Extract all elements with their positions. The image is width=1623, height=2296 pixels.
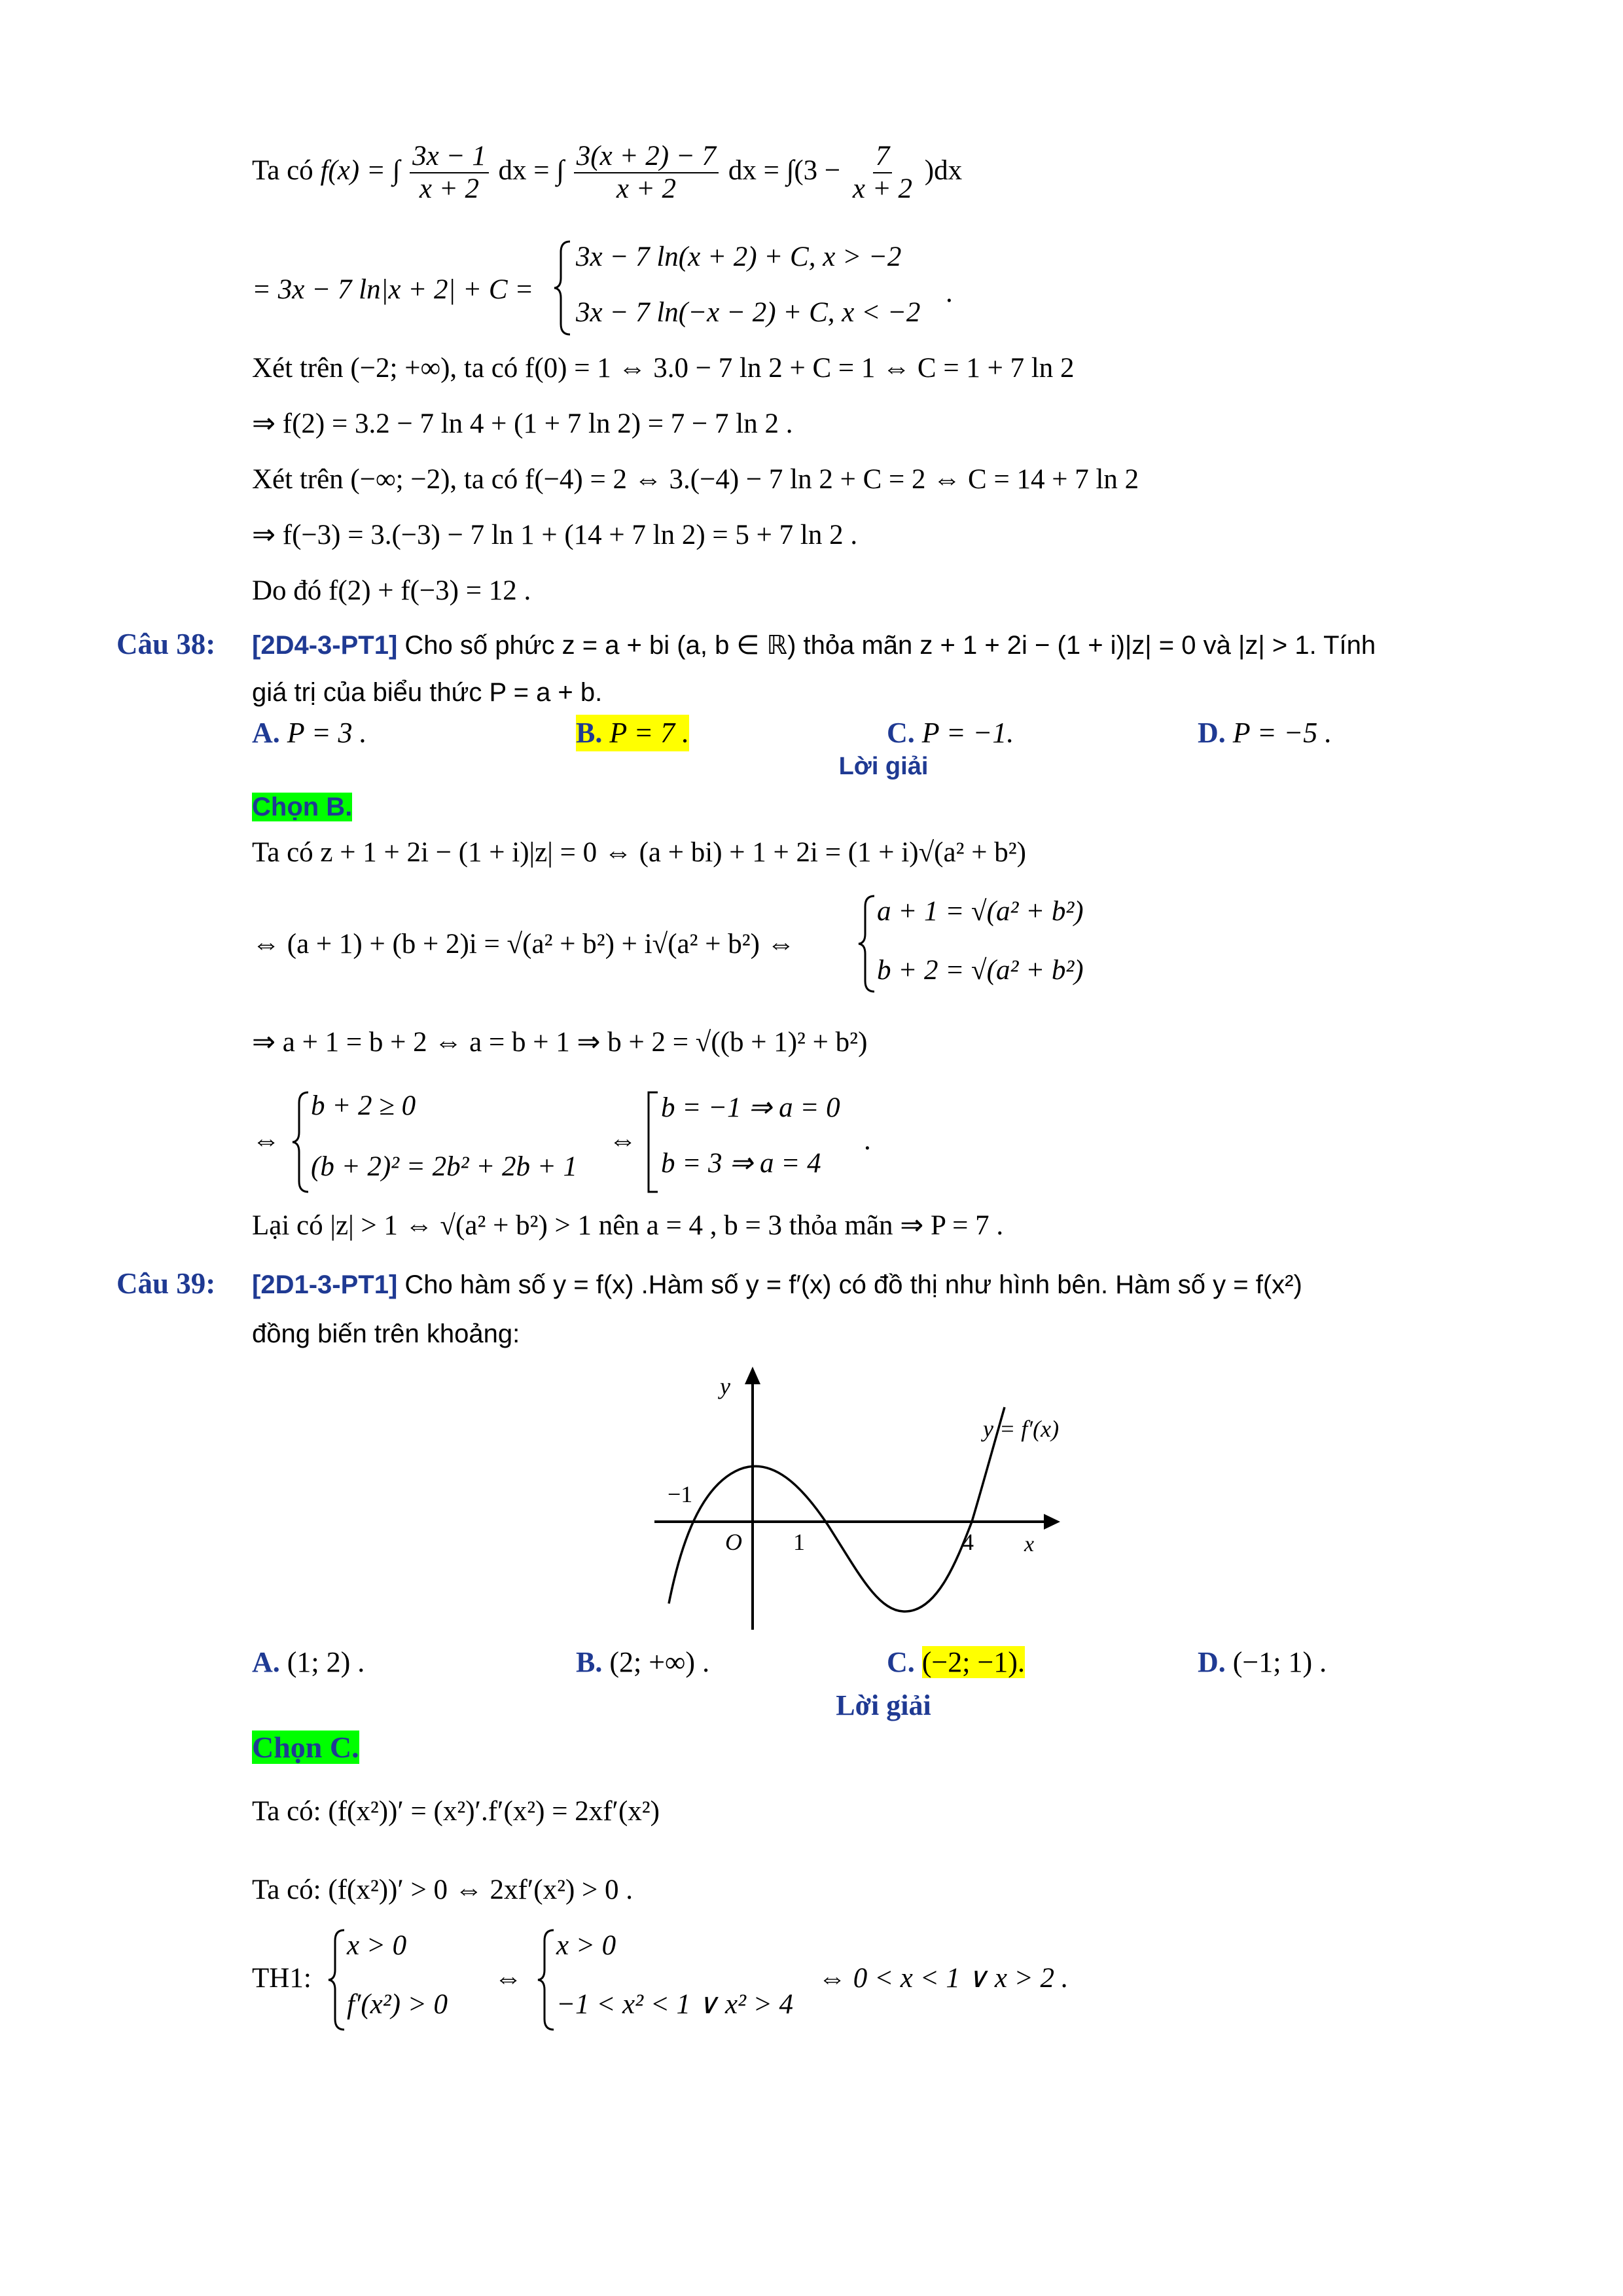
question-text-2: giá trị của biểu thức P = a + b. xyxy=(252,678,603,707)
prev-solution-case-1: 3x − 7 ln(x + 2) + C, x > −2 xyxy=(576,242,902,272)
derivative-graph xyxy=(641,1355,1073,1643)
solution-step-1: Ta có z + 1 + 2i − (1 + i)|z| = 0 ⇔ (a + bi) + 1 + 2i = (1 + i)√(a² + b²) xyxy=(252,837,1026,868)
question-text: [2D4-3-PT1] Cho số phức z = a + bi (a, b ∈ ℝ) thỏa mãn z + 1 + 2i − (1 + i)|z| = 0 và |z| > 1. Tính xyxy=(252,631,1376,660)
question-text: [2D1-3-PT1] Cho hàm số y = f(x) .Hàm số y = f′(x) có đồ thị như hình bên. Hàm số y = f(x²) xyxy=(252,1270,1302,1299)
prev-solution-line-4: ⇒ f(2) = 3.2 − 7 ln 4 + (1 + 7 ln 2) = 7 − 7 ln 2 . xyxy=(252,408,793,439)
prev-solution-line-5: Xét trên (−∞; −2), ta có f(−4) = 2 ⇔ 3.(−4) − 7 ln 2 + C = 2 ⇔ C = 14 + 7 ln 2 xyxy=(252,464,1139,495)
option-b[interactable]: B. (2; +∞) . xyxy=(576,1646,710,1678)
solution-step-4-left: ⇔ xyxy=(252,1125,280,1156)
prev-solution-line-1: Ta có f(x) = ∫ $\frac{3x - 1}{x + 2}$ dx = ∫ $\frac{3(x + 2) - 7}{x + 2}$ dx = ∫(3 − $\frac{7}{x + 2}$ )dx xyxy=(252,141,963,204)
solution-title: Lời giải xyxy=(836,1689,931,1721)
left-brace xyxy=(327,1928,347,2032)
solution-case-2: b + 2 = √(a² + b²) xyxy=(877,955,1084,986)
option-b[interactable]: B. P = 7 . xyxy=(576,715,689,751)
solution-step-2-left: ⇔ (a + 1) + (b + 2)i = √(a² + b²) + i√(a² + b²) ⇔ xyxy=(252,929,795,960)
solution-step-1: Ta có: (f(x²))′ = (x²)′.f′(x²) = 2xf′(x²) xyxy=(252,1796,660,1827)
solution-case-5: b = −1 ⇒ a = 0 xyxy=(661,1092,840,1123)
solution-step-4-end: . xyxy=(864,1125,871,1156)
solution-case-4: −1 < x² < 1 ∨ x² > 4 xyxy=(556,1989,793,2020)
left-brace xyxy=(553,239,573,337)
solution-title: Lời giải xyxy=(838,753,929,780)
fraction: $\frac{3(x + 2) - 7}{x + 2}$ xyxy=(574,141,719,205)
prev-solution-line-2-left: = 3x − 7 ln|x + 2| + C = xyxy=(252,274,534,305)
fraction: $\frac{7}{x + 2}$ xyxy=(852,141,913,204)
solution-step-5: Lại có |z| > 1 ⇔ √(a² + b²) > 1 nên a = 4 , b = 3 thỏa mãn ⇒ P = 7 . xyxy=(252,1210,1004,1241)
solution-case-6: b = 3 ⇒ a = 4 xyxy=(661,1148,821,1179)
prev-solution-line-6: ⇒ f(−3) = 3.(−3) − 7 ln 1 + (14 + 7 ln 2) = 5 + 7 ln 2 . xyxy=(252,520,858,550)
solution-step-2: Ta có: (f(x²))′ > 0 ⇔ 2xf′(x²) > 0 . xyxy=(252,1874,633,1905)
solution-case-3: x > 0 xyxy=(556,1930,616,1961)
solution-case-1: a + 1 = √(a² + b²) xyxy=(877,896,1084,927)
solution-case-3: b + 2 ≥ 0 xyxy=(311,1090,416,1121)
option-a[interactable]: A. P = 3 . xyxy=(252,717,367,749)
left-bracket xyxy=(645,1090,660,1194)
question-tag: [2D4-3-PT1] xyxy=(252,631,398,660)
question-tag: [2D1-3-PT1] xyxy=(252,1270,398,1299)
solution-case-1: x > 0 xyxy=(347,1930,407,1961)
left-brace xyxy=(291,1090,311,1194)
solution-case-mid: ⇔ xyxy=(494,1963,522,1994)
answer-choice: Chọn C. xyxy=(252,1731,359,1764)
curve-label: y = f′(x) xyxy=(983,1416,1060,1442)
solution-case-2: f′(x²) > 0 xyxy=(347,1989,448,2020)
y-axis-label: y xyxy=(720,1373,730,1399)
origin-label: O xyxy=(725,1529,742,1555)
y-axis-arrow xyxy=(745,1367,760,1384)
prev-solution-line-2-end: . xyxy=(946,278,953,308)
tick-label-minus-1: −1 xyxy=(668,1481,693,1507)
x-axis-label: x xyxy=(1024,1532,1035,1556)
option-d[interactable]: D. (−1; 1) . xyxy=(1198,1646,1327,1678)
question-text-2: đồng biến trên khoảng: xyxy=(252,1319,520,1348)
left-brace xyxy=(857,893,877,995)
solution-case-label: TH1: xyxy=(252,1963,312,1994)
prev-solution-line-3: Xét trên (−2; +∞), ta có f(0) = 1 ⇔ 3.0 − 7 ln 2 + C = 1 ⇔ C = 1 + 7 ln 2 xyxy=(252,353,1075,384)
question-number: Câu 39: xyxy=(116,1267,216,1300)
prev-solution-line-7: Do đó f(2) + f(−3) = 12 . xyxy=(252,575,531,606)
fraction: $\frac{3x - 1}{x + 2}$ xyxy=(410,141,489,205)
solution-case-end: ⇔ 0 < x < 1 ∨ x > 2 . xyxy=(818,1963,1069,1994)
solution-step-4-mid: ⇔ xyxy=(609,1125,637,1156)
prev-solution-case-2: 3x − 7 ln(−x − 2) + C, x < −2 xyxy=(576,297,921,328)
tick-label-1: 1 xyxy=(793,1529,805,1555)
solution-case-4: (b + 2)² = 2b² + 2b + 1 xyxy=(311,1151,577,1182)
solution-step-3: ⇒ a + 1 = b + 2 ⇔ a = b + 1 ⇒ b + 2 = √((b + 1)² + b²) xyxy=(252,1027,868,1058)
option-c[interactable]: C. P = −1. xyxy=(887,717,1014,749)
tick-label-4: 4 xyxy=(962,1529,974,1555)
option-d[interactable]: D. P = −5 . xyxy=(1198,717,1332,749)
curve xyxy=(669,1407,1005,1611)
x-axis-arrow xyxy=(1044,1514,1060,1530)
question-number: Câu 38: xyxy=(116,628,216,660)
option-a[interactable]: A. (1; 2) . xyxy=(252,1646,365,1678)
option-c[interactable]: C. (−2; −1). xyxy=(887,1646,1025,1678)
left-brace xyxy=(537,1928,556,2032)
answer-choice: Chọn B. xyxy=(252,793,353,821)
